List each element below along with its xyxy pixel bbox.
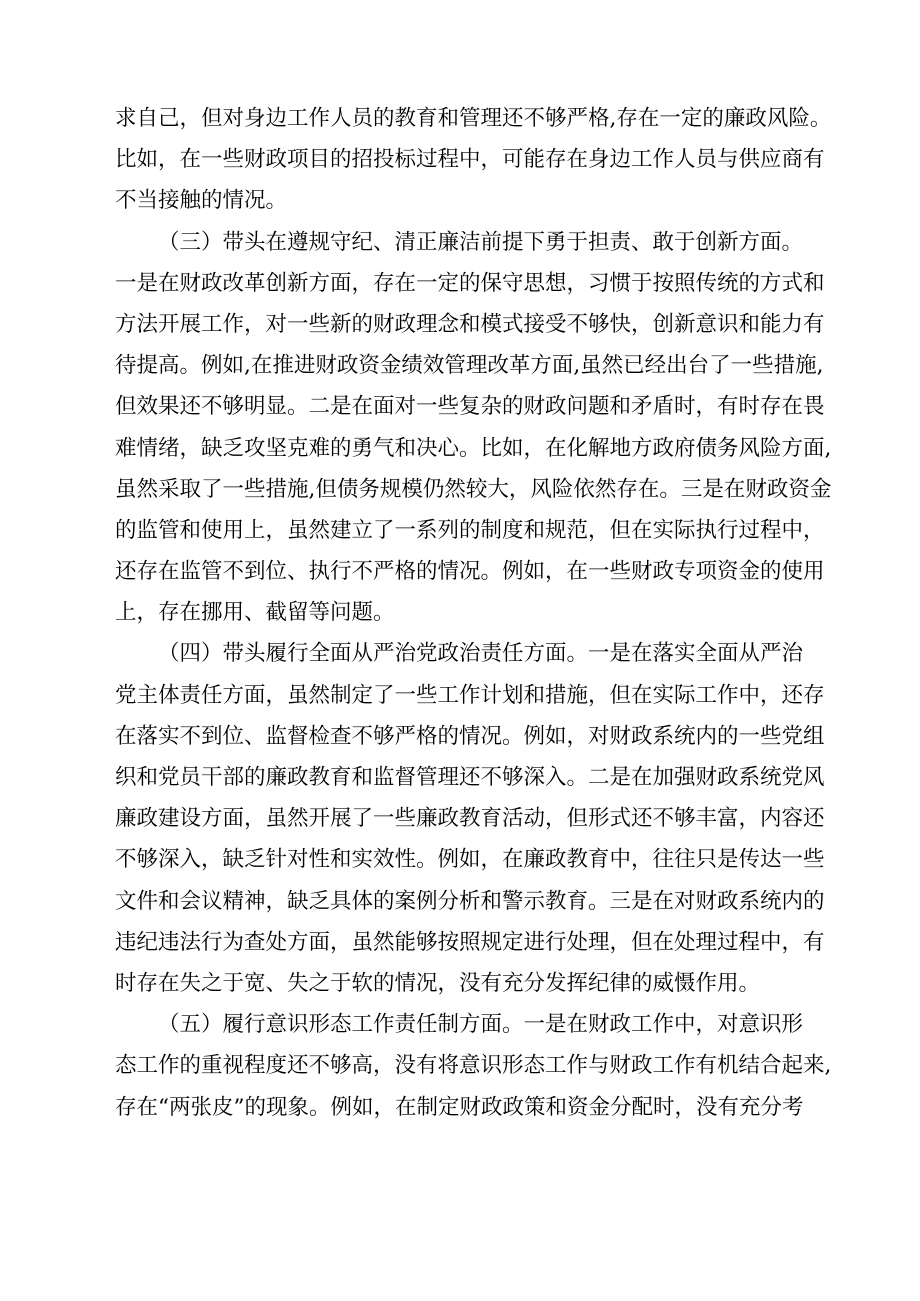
text-line: 违纪违法行为查处方面，虽然能够按照规定进行处理，但在处理过程中，有 [115,929,825,955]
paragraph-continuation [115,98,832,222]
section-heading-line: （三）带头在遵规守纪、清正廉洁前提下勇于担责、敢于创新方面。 [158,229,804,255]
text-line: 难情绪，缺乏攻坚克难的勇气和决心。比如，在化解地方政府债务风险方面, [115,435,832,461]
text-line: 但效果还不够明显。二是在面对一些复杂的财政问题和矛盾时，有时存在畏 [115,394,825,420]
text-line: 虽然采取了一些措施,但债务规模仍然较大，风险依然存在。三是在财政资金 [115,476,832,502]
paragraph-section-3 [115,222,832,634]
section-heading-line: （四）带头履行全面从严治党政治责任方面。一是在落实全面从严治 [158,641,804,667]
text-line: 在落实不到位、监督检查不够严格的情况。例如，对财政系统内的一些党组 [115,723,825,749]
text-line: 廉政建设方面，虽然开展了一些廉政教育活动，但形式还不够丰富，内容还 [115,806,825,832]
text-line: 态工作的重视程度还不够高，没有将意识形态工作与财政工作有机结合起来, [115,1053,832,1079]
text-line: 方法开展工作，对一些新的财政理念和模式接受不够快，创新意识和能力有 [115,311,825,337]
text-line: 上，存在挪用、截留等问题。 [115,600,395,626]
text-line: 一是在财政改革创新方面，存在一定的保守思想，习惯于按照传统的方式和 [115,270,825,296]
text-line: 时存在失之于宽、失之于软的情况，没有充分发挥纪律的威慑作用。 [115,970,761,996]
text-line: 求自己，但对身边工作人员的教育和管理还不够严格,存在一定的廉政风险。 [115,106,832,131]
paragraph-section-5 [115,1004,832,1128]
text-line: 不当接触的情况。 [115,188,288,214]
text-line: 待提高。例如,在推进财政资金绩效管理改革方面,虽然已经出台了一些措施, [115,353,824,379]
text-line: 文件和会议精神，缺乏具体的案例分析和警示教育。三是在对财政系统内的 [115,888,825,914]
text-line: 还存在监管不到位、执行不严格的情况。例如，在一些财政专项资金的使用 [115,559,825,585]
section-heading-line: （五）履行意识形态工作责任制方面。一是在财政工作中，对意识形 [158,1012,804,1038]
text-line: 不够深入，缺乏针对性和实效性。例如，在廉政教育中，往往只是传达一些 [115,847,825,873]
text-line: 党主体责任方面，虽然制定了一些工作计划和措施，但在实际工作中，还存 [115,682,825,708]
text-line: 比如，在一些财政项目的招投标过程中，可能存在身边工作人员与供应商有 [115,147,825,173]
text-line: 的监管和使用上，虽然建立了一系列的制度和规范，但在实际执行过程中， [115,517,825,543]
text-line: 存在“两张皮”的现象。例如，在制定财政政策和资金分配时，没有充分考 [115,1094,804,1120]
document-body [115,98,832,1128]
paragraph-section-4 [115,633,827,1004]
text-line: 织和党员干部的廉政教育和监督管理还不够深入。二是在加强财政系统党风 [115,765,825,790]
